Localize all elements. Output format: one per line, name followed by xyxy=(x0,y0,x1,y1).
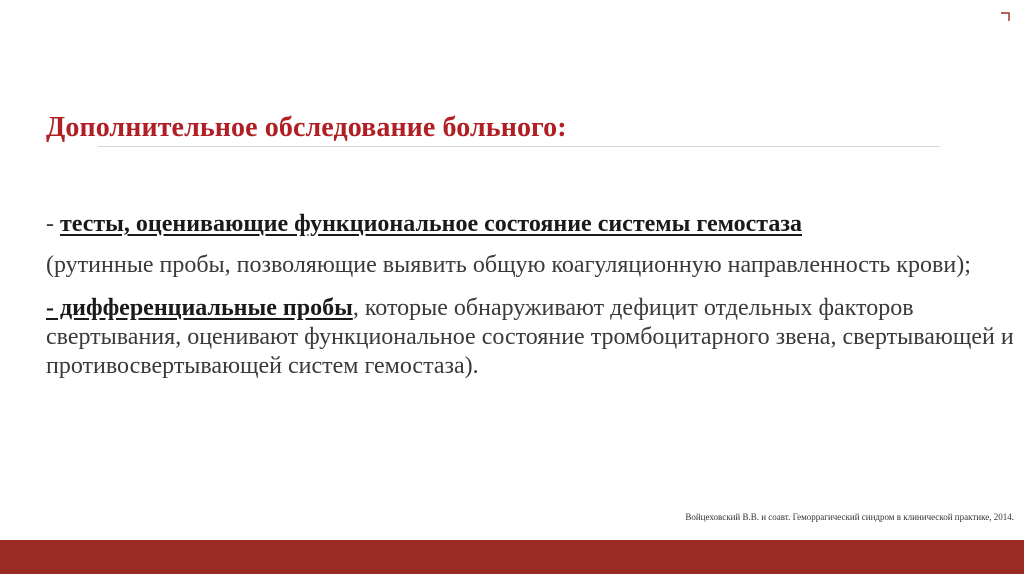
slide-body xyxy=(46,210,1016,381)
footer-bar xyxy=(0,540,1024,574)
item-2 xyxy=(46,294,1016,381)
item-2-heading: - дифференциальные пробы xyxy=(46,295,353,321)
item-1-note: (рутинные пробы, позволяющие выявить общую коагуляционную направленность крови); xyxy=(46,252,971,278)
item-1 xyxy=(46,210,1016,239)
corner-chevron-icon xyxy=(998,10,1012,24)
item-1-heading: тесты, оценивающие функциональное состояние системы гемостаза xyxy=(60,211,803,237)
citation: Войцеховский В.В. и соавт. Геморрагический синдром в клинической практике, 2014. xyxy=(685,512,1014,522)
item-2-text: , которые обнаруживают дефицит отдельных факторов свертывания, оценивают функциональное состояние тромбоцитарного звена, свертывающей и противосвертывающей систем гемостаза). xyxy=(46,295,1014,379)
item-1-prefix: - xyxy=(46,211,60,237)
title-divider xyxy=(98,146,940,147)
slide-title: Дополнительное обследование больного: xyxy=(46,112,567,143)
